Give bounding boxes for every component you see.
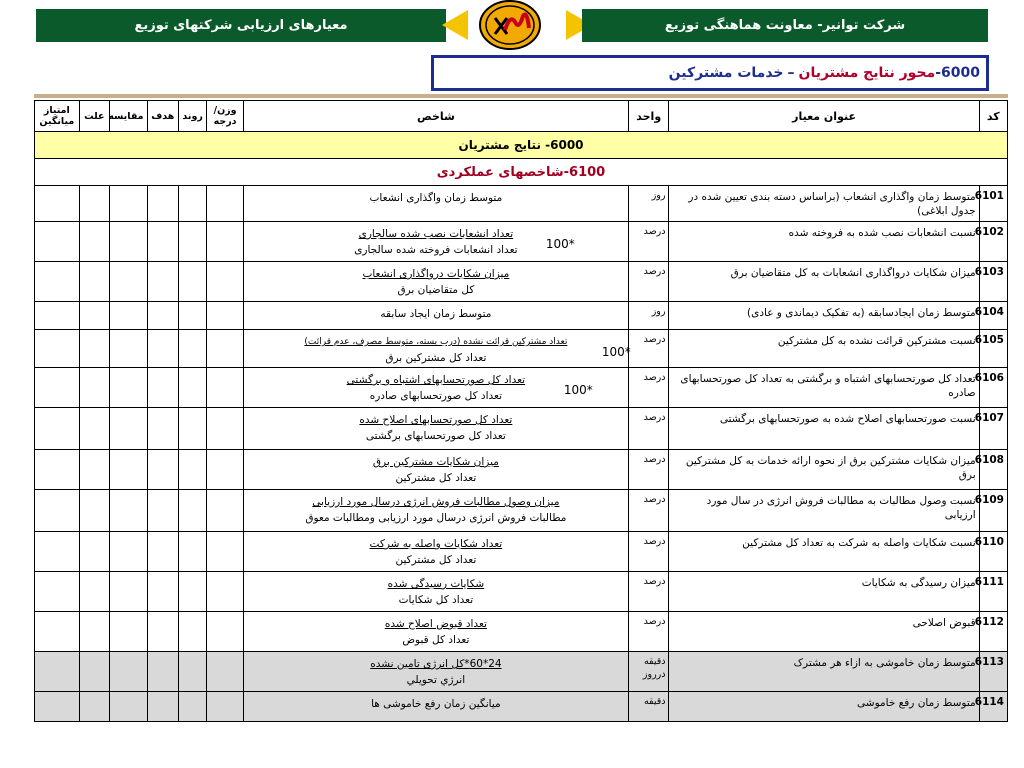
row-target-cell[interactable] xyxy=(147,368,178,408)
row-indicator xyxy=(243,330,631,368)
col-target: هدف xyxy=(147,101,178,132)
row-compare-cell[interactable] xyxy=(110,692,148,722)
indicator-multiplier: *100 xyxy=(545,237,575,251)
row-weight-cell[interactable] xyxy=(207,490,243,532)
indicator-denominator: میانگین زمان رفع خاموشی ها xyxy=(371,698,501,710)
row-code: 6111 xyxy=(979,572,1007,612)
col-code: کد xyxy=(979,101,1007,132)
page-title-number: 6000- xyxy=(935,65,980,81)
row-score-cell[interactable] xyxy=(35,490,80,532)
separator-bar xyxy=(34,94,1008,98)
row-trend-cell[interactable] xyxy=(178,612,206,652)
indicator-numerator: تعداد شکایات واصله به شرکت xyxy=(369,538,503,550)
row-target-cell[interactable] xyxy=(147,186,178,222)
criteria-table xyxy=(34,100,1008,722)
indicator-denominator: تعداد کل صورتحسابهای صادره xyxy=(369,390,503,402)
row-target-cell[interactable] xyxy=(147,612,178,652)
row-unit: درصد xyxy=(628,450,669,490)
table-row xyxy=(35,612,1008,652)
row-score-cell[interactable] xyxy=(35,450,80,490)
row-title: نسبت وصول مطالبات به مطالبات فروش انرژی در سال مورد ارزیابی xyxy=(669,490,979,532)
row-cause-cell[interactable] xyxy=(79,572,109,612)
row-title: میزان رسیدگی به شکایات xyxy=(669,572,979,612)
indicator-denominator: متوسط زمان واگذاری انشعاب xyxy=(369,192,503,204)
row-trend-cell[interactable] xyxy=(178,262,206,302)
row-score-cell[interactable] xyxy=(35,368,80,408)
indicator-multiplier: *100 xyxy=(563,383,593,397)
row-unit: درصد xyxy=(628,262,669,302)
page-title-sub: خدمات مشترکین xyxy=(668,65,784,81)
page-title-main: محور نتایج مشتریان xyxy=(798,65,936,81)
table-row xyxy=(35,450,1008,490)
indicator-denominator: انرژي تحويلي xyxy=(406,674,466,686)
row-title: نسبت صورتحسابهای اصلاح شده به صورتحسابهای برگشتی xyxy=(669,408,979,450)
indicator-denominator: تعداد کل مشترکین xyxy=(395,554,477,566)
header-right-title: شرکت توانیر- معاونت هماهنگی توزیع xyxy=(664,18,906,33)
row-target-cell[interactable] xyxy=(147,692,178,722)
row-trend-cell[interactable] xyxy=(178,652,206,692)
row-score-cell[interactable] xyxy=(35,222,80,262)
row-compare-cell[interactable] xyxy=(110,262,148,302)
row-weight-cell[interactable] xyxy=(207,222,243,262)
row-indicator xyxy=(243,612,628,652)
section-title: 6000- نتایج مشتریان xyxy=(35,132,1008,159)
row-cause-cell[interactable] xyxy=(79,330,109,368)
page-title xyxy=(431,55,989,91)
row-compare-cell[interactable] xyxy=(110,408,148,450)
col-weight: وزن/ درجه xyxy=(207,101,243,132)
table-row xyxy=(35,572,1008,612)
row-unit: درصد xyxy=(628,532,669,572)
col-unit: واحد xyxy=(628,101,669,132)
row-weight-cell[interactable] xyxy=(207,330,243,368)
indicator-numerator: تعداد کل صورتحسابهای اشتباه و برگشتی xyxy=(346,374,526,386)
indicator-denominator: تعداد کل قبوض xyxy=(402,634,470,646)
row-cause-cell[interactable] xyxy=(79,450,109,490)
row-compare-cell[interactable] xyxy=(110,368,148,408)
row-target-cell[interactable] xyxy=(147,302,178,330)
row-target-cell[interactable] xyxy=(147,222,178,262)
row-compare-cell[interactable] xyxy=(110,186,148,222)
row-cause-cell[interactable] xyxy=(79,408,109,450)
row-indicator xyxy=(243,652,628,692)
row-cause-cell[interactable] xyxy=(79,186,109,222)
row-title: متوسط زمان ایجادسابقه (به تفکیک دیماندی و عادی) xyxy=(669,302,979,330)
row-score-cell[interactable] xyxy=(35,262,80,302)
indicator-denominator: تعداد انشعابات فروخته شده سالجاری xyxy=(354,244,518,256)
row-indicator xyxy=(243,302,628,330)
row-cause-cell[interactable] xyxy=(79,302,109,330)
row-trend-cell[interactable] xyxy=(178,186,206,222)
row-target-cell[interactable] xyxy=(147,330,178,368)
row-code: 6108 xyxy=(979,450,1007,490)
indicator-numerator: میزان وصول مطالبات فروش انرژی درسال مورد ارزیابی xyxy=(312,496,560,508)
row-cause-cell[interactable] xyxy=(79,490,109,532)
col-indicator: شاخص xyxy=(243,101,628,132)
row-trend-cell[interactable] xyxy=(178,572,206,612)
row-compare-cell[interactable] xyxy=(110,450,148,490)
row-unit: دقیقه xyxy=(628,692,669,722)
row-target-cell[interactable] xyxy=(147,450,178,490)
indicator-denominator: متوسط زمان ایجاد سابقه xyxy=(380,308,492,320)
row-score-cell[interactable] xyxy=(35,652,80,692)
row-title: میزان شکایات مشترکین برق از نحوه ارائه خدمات به کل مشترکین برق xyxy=(669,450,979,490)
row-compare-cell[interactable] xyxy=(110,490,148,532)
row-compare-cell[interactable] xyxy=(110,652,148,692)
row-target-cell[interactable] xyxy=(147,408,178,450)
col-title: عنوان معیار xyxy=(669,101,979,132)
col-trend: روند xyxy=(178,101,206,132)
col-cause: علت xyxy=(79,101,109,132)
row-score-cell[interactable] xyxy=(35,302,80,330)
row-weight-cell[interactable] xyxy=(207,450,243,490)
indicator-numerator: میزان شکایات مشترکین برق xyxy=(372,456,499,468)
row-compare-cell[interactable] xyxy=(110,222,148,262)
row-title: میزان شکایات درواگذاری انشعابات به کل متقاضیان برق xyxy=(669,262,979,302)
header-left-banner xyxy=(36,9,446,42)
indicator-denominator: تعداد کل مشترکین xyxy=(395,472,477,484)
row-score-cell[interactable] xyxy=(35,408,80,450)
row-trend-cell[interactable] xyxy=(178,368,206,408)
row-trend-cell[interactable] xyxy=(178,490,206,532)
row-code: 6102 xyxy=(979,222,1007,262)
section-row xyxy=(35,132,1008,159)
indicator-denominator: مطالبات فروش انرژی درسال مورد ارزیابی ومطالبات معوق xyxy=(305,512,567,524)
row-trend-cell[interactable] xyxy=(178,222,206,262)
row-indicator xyxy=(243,532,628,572)
row-cause-cell[interactable] xyxy=(79,652,109,692)
row-indicator xyxy=(243,408,628,450)
row-title: نسبت مشترکین قرائت نشده به کل مشترکین xyxy=(669,330,979,368)
arrow-left-icon[interactable] xyxy=(442,10,468,40)
row-weight-cell[interactable] xyxy=(207,652,243,692)
row-unit: درصد xyxy=(628,572,669,612)
row-weight-cell[interactable] xyxy=(207,408,243,450)
col-compare: مقایسه xyxy=(110,101,148,132)
indicator-numerator: تعداد مشترکین قرائت نشده (درب بسته، متوسط مصرف، عدم قرائت) xyxy=(304,337,568,347)
row-trend-cell[interactable] xyxy=(178,302,206,330)
indicator-denominator: کل متقاضیان برق xyxy=(397,284,475,296)
row-title: قبوض اصلاحی xyxy=(669,612,979,652)
row-unit: درصد xyxy=(628,408,669,450)
header-right-banner xyxy=(582,9,988,42)
row-indicator xyxy=(243,222,628,262)
row-code: 6105 xyxy=(979,330,1007,368)
row-code: 6107 xyxy=(979,408,1007,450)
row-weight-cell[interactable] xyxy=(207,186,243,222)
row-trend-cell[interactable] xyxy=(178,330,206,368)
row-weight-cell[interactable] xyxy=(207,368,243,408)
row-target-cell[interactable] xyxy=(147,572,178,612)
row-code: 6103 xyxy=(979,262,1007,302)
row-weight-cell[interactable] xyxy=(207,532,243,572)
row-compare-cell[interactable] xyxy=(110,612,148,652)
table-row xyxy=(35,408,1008,450)
row-weight-cell[interactable] xyxy=(207,572,243,612)
table-row xyxy=(35,368,1008,408)
table-row xyxy=(35,692,1008,722)
table-row xyxy=(35,302,1008,330)
row-indicator xyxy=(243,186,628,222)
row-indicator xyxy=(243,450,628,490)
row-target-cell[interactable] xyxy=(147,262,178,302)
row-title: نسبت انشعابات نصب شده به فروخته شده xyxy=(669,222,979,262)
row-score-cell[interactable] xyxy=(35,532,80,572)
row-trend-cell[interactable] xyxy=(178,532,206,572)
row-code: 6110 xyxy=(979,532,1007,572)
row-unit: درصد xyxy=(628,222,669,262)
row-cause-cell[interactable] xyxy=(79,612,109,652)
col-score: امتیاز میانگین xyxy=(35,101,80,132)
row-code: 6114 xyxy=(979,692,1007,722)
row-trend-cell[interactable] xyxy=(178,692,206,722)
row-target-cell[interactable] xyxy=(147,532,178,572)
row-cause-cell[interactable] xyxy=(79,692,109,722)
table-header-row xyxy=(35,101,1008,132)
subsection-title: 6100-شاخصهای عملکردی xyxy=(35,159,1008,186)
indicator-numerator: میزان شکایات درواگذاری انشعاب xyxy=(362,268,510,280)
row-score-cell[interactable] xyxy=(35,692,80,722)
indicator-numerator: تعداد قبوض اصلاح شده xyxy=(384,618,487,630)
row-unit: دقیقه درروز xyxy=(628,652,669,692)
row-title: تعداد کل صورتحسابهای اشتباه و برگشتی به تعداد کل صورتحسابهای صادره xyxy=(669,368,979,408)
indicator-multiplier: *100 xyxy=(601,345,631,359)
row-indicator xyxy=(243,368,628,408)
row-indicator xyxy=(243,572,628,612)
indicator-numerator: شکایات رسیدگی شده xyxy=(387,578,485,590)
row-unit: درصد xyxy=(628,490,669,532)
row-unit: روز xyxy=(628,302,669,330)
row-weight-cell[interactable] xyxy=(207,302,243,330)
indicator-numerator: 24*60*کل انرژی تامین نشده xyxy=(370,658,502,670)
row-unit: درصد xyxy=(628,612,669,652)
row-indicator xyxy=(243,490,628,532)
row-title: متوسط زمان واگذاری انشعاب (براساس دسته بندی تعیین شده در جدول ابلاغی) xyxy=(669,186,979,222)
row-code: 6104 xyxy=(979,302,1007,330)
row-cause-cell[interactable] xyxy=(79,222,109,262)
row-code: 6106 xyxy=(979,368,1007,408)
row-score-cell[interactable] xyxy=(35,186,80,222)
header-left-title: معیارهای ارزیابی شرکتهای توزیع xyxy=(134,18,348,33)
row-target-cell[interactable] xyxy=(147,652,178,692)
row-score-cell[interactable] xyxy=(35,612,80,652)
row-weight-cell[interactable] xyxy=(207,692,243,722)
indicator-numerator: تعداد کل صورتحسابهای اصلاح شده xyxy=(359,414,513,426)
row-title: نسبت شکایات واصله به شرکت به تعداد کل مشترکین xyxy=(669,532,979,572)
table-row xyxy=(35,222,1008,262)
table-row xyxy=(35,330,1008,368)
indicator-denominator: تعداد کل مشترکین برق xyxy=(385,352,487,364)
row-title: متوسط زمان رفع خاموشی xyxy=(669,692,979,722)
table-row xyxy=(35,490,1008,532)
row-code: 6109 xyxy=(979,490,1007,532)
row-cause-cell[interactable] xyxy=(79,368,109,408)
row-indicator xyxy=(243,262,628,302)
row-weight-cell[interactable] xyxy=(207,262,243,302)
row-code: 6113 xyxy=(979,652,1007,692)
row-title: متوسط زمان خاموشی به ازاء هر مشترک xyxy=(669,652,979,692)
row-trend-cell[interactable] xyxy=(178,408,206,450)
indicator-denominator: تعداد کل شکایات xyxy=(398,594,474,606)
row-compare-cell[interactable] xyxy=(110,302,148,330)
row-weight-cell[interactable] xyxy=(207,612,243,652)
row-target-cell[interactable] xyxy=(147,490,178,532)
row-code: 6101 xyxy=(979,186,1007,222)
row-cause-cell[interactable] xyxy=(79,532,109,572)
indicator-denominator: تعداد کل صورتحسابهای برگشتی xyxy=(365,430,506,442)
row-unit: درصد xyxy=(628,368,669,408)
criteria-table-wrapper xyxy=(34,100,1008,722)
row-trend-cell[interactable] xyxy=(178,450,206,490)
indicator-numerator: تعداد انشعابات نصب شده سالجاری xyxy=(358,228,514,240)
row-unit: روز xyxy=(628,186,669,222)
row-unit: درصد xyxy=(628,330,669,368)
row-cause-cell[interactable] xyxy=(79,262,109,302)
row-score-cell[interactable] xyxy=(35,572,80,612)
row-indicator xyxy=(243,692,628,722)
row-score-cell[interactable] xyxy=(35,330,80,368)
table-row xyxy=(35,262,1008,302)
subsection-row xyxy=(35,159,1008,186)
table-row xyxy=(35,532,1008,572)
row-compare-cell[interactable] xyxy=(110,330,148,368)
row-compare-cell[interactable] xyxy=(110,572,148,612)
page-title-dash: – xyxy=(787,65,795,81)
table-row xyxy=(35,652,1008,692)
table-row xyxy=(35,186,1008,222)
company-logo-icon xyxy=(477,0,543,50)
row-code: 6112 xyxy=(979,612,1007,652)
row-compare-cell[interactable] xyxy=(110,532,148,572)
